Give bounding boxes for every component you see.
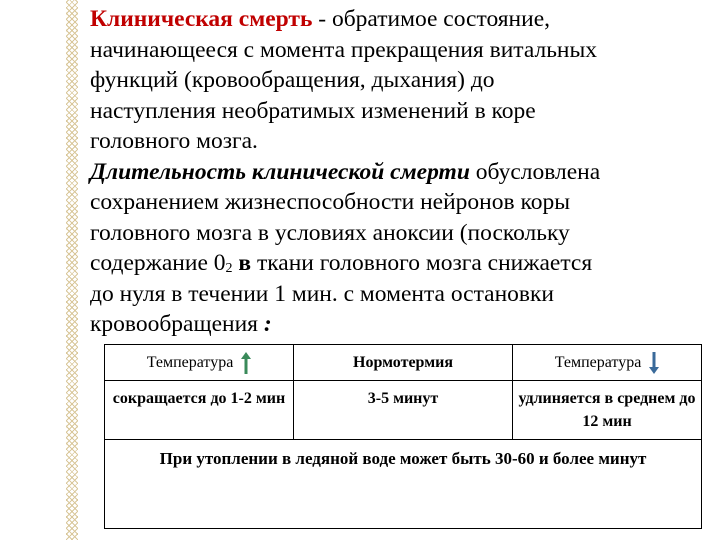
header-cell-normothermia: Нормотермия [294, 345, 513, 381]
text-line: начинающееся с момента прекращения витальных [90, 36, 598, 63]
text-line: наступления необратимых изменений в коре [90, 97, 536, 124]
text-fragment: : [263, 311, 272, 337]
text-line: до нуля в течении 1 мин. с момента остановки [90, 280, 555, 307]
text-fragment: в [232, 250, 252, 276]
header-cell-hyperthermia [105, 345, 294, 381]
arrow-up-icon [241, 352, 251, 374]
arrow-down-icon [649, 352, 659, 374]
slide-text [90, 4, 708, 340]
text-fragment: кровообращения [90, 311, 264, 337]
table-cell: удлиняется в среднем до 12 мин [513, 381, 702, 440]
header-label: Температура [554, 354, 642, 371]
text-line [90, 4, 708, 35]
term-clinical-death: Клиническая смерть [90, 6, 313, 32]
table-cell: 3-5 минут [294, 381, 513, 440]
text-line [90, 248, 708, 279]
table-cell: сокращается до 1-2 мин [105, 381, 294, 440]
text-line: сохранением жизнеспособности нейронов коры [90, 189, 570, 215]
text-fragment: обусловлена [469, 158, 601, 185]
subscript: 2 [225, 261, 233, 276]
text-line [90, 157, 708, 188]
table-row [105, 381, 702, 440]
text-line: головного мозга в условиях аноксии (поскольку [90, 219, 570, 246]
table-row [105, 440, 702, 529]
text-fragment: содержание 0 [90, 250, 226, 276]
decorative-border [66, 0, 78, 540]
text-line: головного мозга. [90, 128, 258, 154]
text-fragment: - обратимое состояние, [312, 6, 551, 32]
term-duration: Длительность клинической смерти [90, 158, 470, 185]
header-cell-hypothermia [513, 345, 702, 381]
temperature-table [104, 344, 702, 529]
header-label: Температура [146, 354, 234, 371]
drowning-note: При утоплении в ледяной воде может быть 30-60 и более минут [105, 440, 702, 529]
table-header-row [105, 345, 702, 381]
text-line: функций (кровообращения, дыхания) до [90, 67, 495, 93]
text-line [90, 309, 708, 340]
text-fragment: ткани головного мозга снижается [251, 250, 593, 276]
